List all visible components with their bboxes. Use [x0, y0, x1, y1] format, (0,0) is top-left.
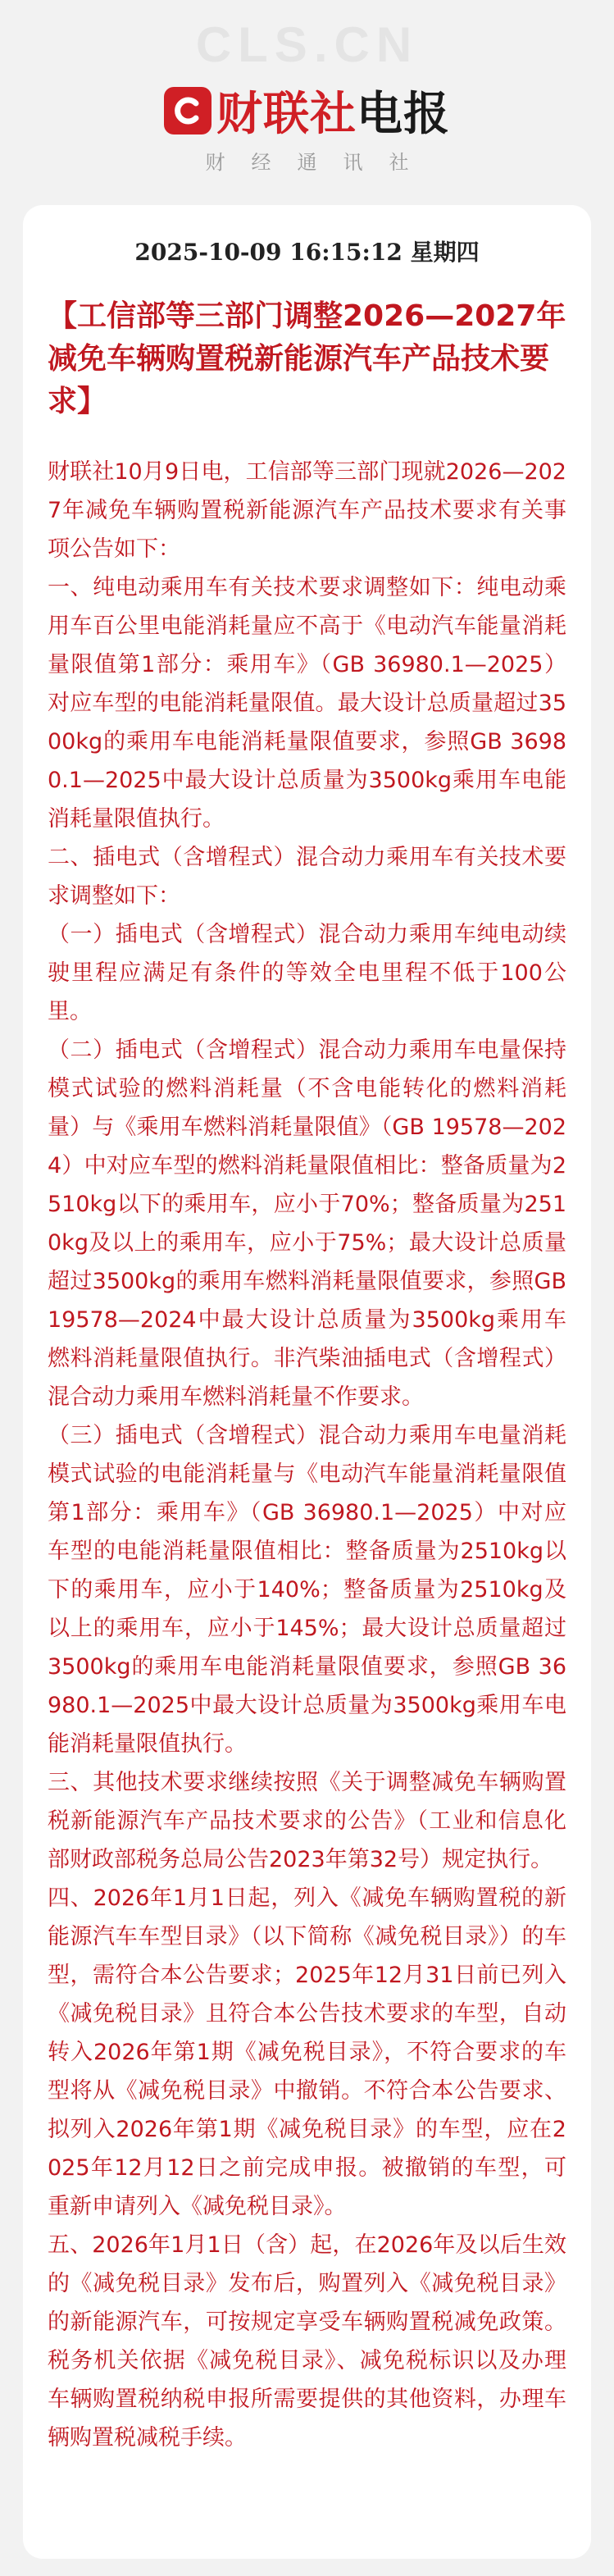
- article-paragraph: 五、2026年1月1日（含）起，在2026年及以后生效的《减免税目录》发布后，购置列入《减免税目录》的新能源汽车，可按规定享受车辆购置税减免政策。税务机关依据《减免税目录》、减免税标识以及办理车辆购置税纳税申报所需要提供的其他资料，办理车辆购置税减税手续。: [48, 2232, 566, 2451]
- article-paragraph: （三）插电式（含增程式）混合动力乘用车电量消耗模式试验的电能消耗量与《电动汽车能量消耗量限值第1部分：乘用车》（GB 36980.1—2025）中对应车型的电能消耗量限值相比：整备质量为2510kg以下的乘用车，应小于140%；整备质量为2510kg及以上的乘用车，应小于145%；最大设计总质量超过3500kg的乘用车电能消耗量限值要求，参照GB 36980.1—2025中最大设计总质量为3500kg乘用车电能消耗量限值执行。: [48, 1423, 566, 1757]
- publish-datetime: 2025-10-09 16:15:12 星期四: [134, 239, 480, 266]
- article-card: [23, 205, 591, 2559]
- article-paragraph: 一、纯电动乘用车有关技术要求调整如下：纯电动乘用车百公里电能消耗量应不高于《电动汽车能量消耗量限值第1部分：乘用车》（GB 36980.1—2025）对应车型的电能消耗量限值。最大设计总质量超过3500kg的乘用车电能消耗量限值要求，参照GB 36980.1—2025中最大设计总质量为3500kg乘用车电能消耗量限值执行。: [48, 575, 566, 832]
- brand-name: [216, 78, 450, 144]
- article-paragraph: （一）插电式（含增程式）混合动力乘用车纯电动续驶里程应满足有条件的等效全电里程不低于100公里。: [48, 922, 566, 1024]
- c-letter-icon: [171, 94, 204, 127]
- article-paragraph: 财联社10月9日电，工信部等三部门现就2026—2027年减免车辆购置税新能源汽车产品技术要求有关事项公告如下：: [48, 459, 566, 562]
- article-paragraph: 三、其他技术要求继续按照《关于调整减免车辆购置税新能源汽车产品技术要求的公告》（工业和信息化部财政部税务总局公告2023年第32号）规定执行。: [48, 1770, 566, 1872]
- article-paragraph: 四、2026年1月1日起，列入《减免车辆购置税的新能源汽车车型目录》（以下简称《减免税目录》）的车型，需符合本公告要求；2025年12月31日前已列入《减免税目录》且符合本公告技术要求的车型，自动转入2026年第1期《减免税目录》，不符合要求的车型将从《减免税目录》中撤销。不符合本公告要求、拟列入2026年第1期《减免税目录》的车型，应在2025年12月12日之前完成申报。被撤销的车型，可重新申请列入《减免税目录》。: [48, 1885, 566, 2219]
- brand-tagline: 财经通讯社: [205, 151, 435, 174]
- article-paragraph: 二、插电式（含增程式）混合动力乘用车有关技术要求调整如下：: [48, 845, 566, 909]
- brand-main: 财联社: [216, 88, 357, 141]
- logo-badge-icon: [164, 87, 211, 134]
- brand-logo: [0, 78, 614, 144]
- article-title: 【工信部等三部门调整2026—2027年减免车辆购置税新能源汽车产品技术要求】: [48, 299, 566, 418]
- article-paragraph: （二）插电式（含增程式）混合动力乘用车电量保持模式试验的燃料消耗量（不含电能转化的燃料消耗量）与《乘用车燃料消耗量限值》（GB 19578—2024）中对应车型的燃料消耗量限值相比：整备质量为2510kg以下的乘用车，应小于70%；整备质量为2510kg及以上的乘用车，应小于75%；最大设计总质量超过3500kg的乘用车燃料消耗量限值要求，参照GB 19578—2024中最大设计总质量为3500kg乘用车燃料消耗量限值执行。非汽柴油插电式（含增程式）混合动力乘用车燃料消耗量不作要求。: [48, 1037, 566, 1410]
- brand-accent: 电报: [357, 88, 450, 141]
- header: [0, 0, 614, 201]
- watermark-text: CLS.CN: [195, 17, 419, 72]
